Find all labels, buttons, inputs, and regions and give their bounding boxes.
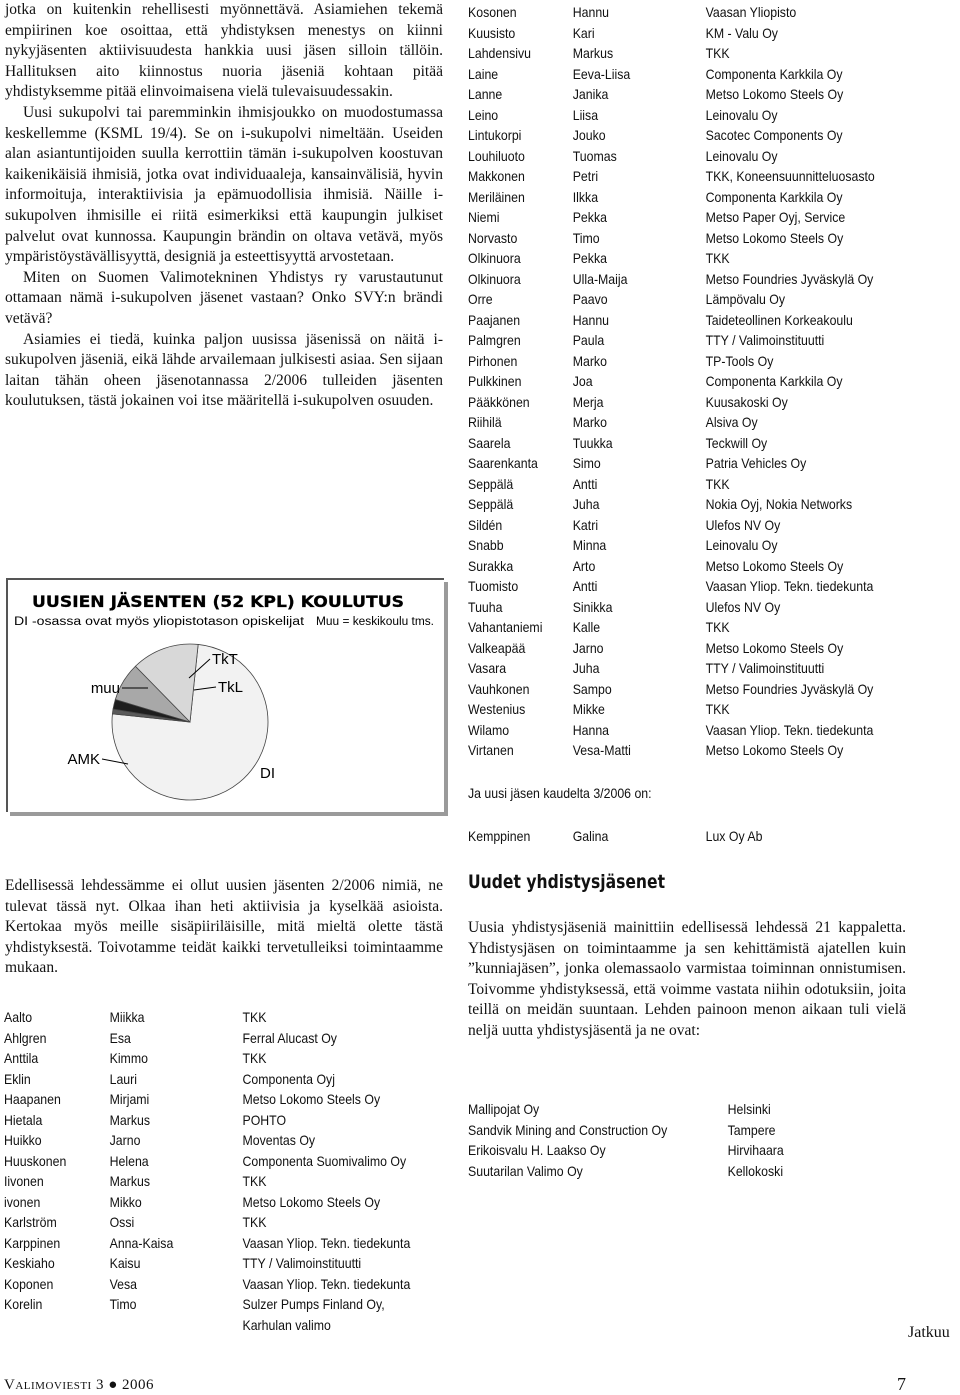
member-firstname: Kari — [572, 24, 595, 41]
member-organization: Teckwill Oy — [705, 434, 768, 451]
member-row — [468, 412, 926, 433]
company-row — [468, 1161, 904, 1182]
intro-paragraph-1: jotka on kuitenkin rehellisesti myönnettävä. Asiamiehen tekemä empiirinen koe osoittaa, että yhdistyksen menestys on kiinni nykyjäsenten aktiivisuudesta hankkia uusi jäsen silloin tällöin. Hallituksen aito kiinnostus nuoria jäseniä kohtaan pitää yhdistyksemme pitää elinvoimaisena vielä tulevaisuudessakin. — [5, 1, 443, 101]
member-row — [4, 1028, 462, 1049]
member-surname: Tuuha — [468, 598, 503, 615]
footer-year: 2006 — [122, 1377, 155, 1393]
member-surname: Lintukorpi — [468, 127, 522, 143]
chart-note-left: DI -osassa ovat myös yliopistotason opiskelijat — [14, 616, 305, 628]
member-row — [4, 1151, 462, 1172]
company-name: Mallipojat Oy — [468, 1101, 540, 1117]
member-row — [468, 658, 926, 679]
member-firstname: Timo — [572, 229, 600, 246]
member-organization: KM - Valu Oy — [705, 24, 778, 41]
member-organization: Metso Foundries Jyväskylä Oy — [705, 680, 874, 697]
member-organization: Metso Lokomo Steels Oy — [705, 86, 844, 102]
pie-label-amk: AMK — [67, 751, 100, 768]
late-member-list — [468, 826, 926, 847]
member-organization: TTY / Valimoinstituutti — [705, 332, 825, 348]
member-organization: Vaasan Yliopisto — [705, 4, 797, 20]
member-firstname: Marko — [572, 352, 607, 369]
member-surname: Huikko — [4, 1132, 42, 1148]
members-list-left — [4, 1007, 462, 1335]
member-firstname: Tuukka — [572, 434, 613, 451]
member-organization: Lux Oy Ab — [705, 828, 763, 844]
member-surname: Keskiaho — [4, 1255, 55, 1271]
member-row — [4, 1069, 462, 1090]
member-firstname: Miikka — [109, 1009, 145, 1025]
member-firstname: Hannu — [572, 311, 610, 328]
member-organization: Metso Lokomo Steels Oy — [705, 557, 844, 574]
pie-label-tkl: TkL — [218, 679, 244, 696]
member-row — [468, 433, 926, 454]
member-organization: Vaasan Yliop. Tekn. tiedekunta — [705, 578, 874, 594]
member-surname: Seppälä — [468, 496, 514, 512]
member-surname: Kosonen — [468, 4, 517, 20]
member-row — [468, 638, 926, 659]
member-surname: Seppälä — [468, 475, 514, 492]
company-city: Helsinki — [727, 1101, 771, 1117]
member-surname: Tuomisto — [468, 578, 519, 594]
company-name: Sandvik Mining and Construction Oy — [468, 1121, 668, 1138]
member-surname: Surakka — [468, 557, 514, 574]
education-pie-chart — [6, 578, 444, 812]
member-row — [468, 84, 926, 105]
member-organization: TP-Tools Oy — [705, 352, 774, 369]
intro-article — [5, 0, 443, 412]
member-row — [468, 187, 926, 208]
member-row — [4, 1233, 462, 1254]
member-surname: Makkonen — [468, 168, 525, 184]
member-firstname: Kaisu — [109, 1255, 141, 1271]
member-organization: Kuusakoski Oy — [705, 393, 788, 410]
member-firstname: Hannu — [572, 4, 610, 20]
member-firstname: Juha — [572, 660, 600, 676]
late-member-row — [468, 826, 926, 847]
member-firstname: Ossi — [109, 1214, 135, 1230]
member-surname: Eklin — [4, 1070, 31, 1087]
member-organization: Lämpövalu Oy — [705, 291, 786, 307]
pie-label-muu: muu — [90, 680, 120, 697]
member-row — [468, 248, 926, 269]
member-row — [468, 679, 926, 700]
member-organization: TKK — [242, 1050, 267, 1066]
member-row — [468, 330, 926, 351]
member-row — [468, 371, 926, 392]
member-organization: Metso Lokomo Steels Oy — [705, 742, 844, 758]
member-surname: Leino — [468, 106, 499, 123]
member-firstname: Jarno — [572, 639, 604, 656]
member-row — [4, 1048, 462, 1069]
member-organization: Ulefos NV Oy — [705, 598, 781, 615]
member-row — [4, 1253, 462, 1274]
member-organization: TTY / Valimoinstituutti — [705, 660, 825, 676]
member-organization: Componenta Karkkila Oy — [705, 65, 843, 82]
new-companies-list — [468, 1099, 904, 1181]
member-surname: Norvasto — [468, 229, 518, 246]
company-city: Hirvihaara — [727, 1142, 784, 1158]
member-firstname: Pekka — [572, 209, 607, 225]
member-firstname: Pekka — [572, 250, 607, 266]
member-row — [468, 43, 926, 64]
company-name: Erikoisvalu H. Laakso Oy — [468, 1142, 606, 1158]
member-firstname: Jarno — [109, 1132, 141, 1148]
member-firstname: Paavo — [572, 291, 608, 307]
member-firstname: Antti — [572, 475, 598, 492]
member-firstname: Arto — [572, 557, 596, 574]
footer-bullet-icon: ● — [108, 1377, 118, 1393]
member-row — [468, 310, 926, 331]
member-firstname: Sampo — [572, 680, 612, 697]
member-organization: TKK — [705, 701, 730, 717]
member-surname: Orre — [468, 291, 493, 307]
member-organization: Metso Lokomo Steels Oy — [242, 1193, 381, 1210]
member-surname: Virtanen — [468, 742, 514, 758]
member-surname: Ahlgren — [4, 1029, 47, 1046]
member-organization: Metso Paper Oyj, Service — [705, 209, 846, 225]
chart-title: UUSIEN JÄSENTEN (52 KPL) KOULUTUS — [32, 592, 404, 611]
member-organization: TTY / Valimoinstituutti — [242, 1255, 362, 1271]
member-organization: Componenta Karkkila Oy — [705, 373, 843, 389]
member-firstname: Marko — [572, 414, 607, 430]
intro-paragraph-3: Miten on Suomen Valimotekninen Yhdistys ry varustautunut ottamaan nämä i-sukupolven jäsenet vastaan? Onko SVY:n brändi vetävä? — [5, 268, 443, 327]
member-firstname: Ulla-Maija — [572, 270, 628, 287]
member-surname: Valkeapää — [468, 639, 526, 656]
member-row — [4, 1315, 462, 1336]
member-firstname: Minna — [572, 537, 607, 553]
member-firstname: Liisa — [572, 106, 599, 123]
late-member-heading: Ja uusi jäsen kaudelta 3/2006 on: — [468, 785, 652, 801]
member-firstname: Paula — [572, 332, 605, 348]
member-row — [468, 166, 926, 187]
member-row — [468, 207, 926, 228]
member-firstname: Petri — [572, 168, 599, 184]
member-firstname: Esa — [109, 1029, 131, 1046]
member-firstname: Kimmo — [109, 1050, 148, 1066]
member-organization: TKK — [242, 1214, 267, 1230]
member-organization: TKK — [705, 250, 730, 266]
member-row — [468, 64, 926, 85]
company-city: Kellokoski — [727, 1162, 784, 1179]
member-firstname: Mirjami — [109, 1091, 150, 1107]
member-surname: ivonen — [4, 1193, 41, 1210]
new-companies-heading: Uudet yhdistysjäsenet — [468, 871, 666, 893]
member-organization: Patria Vehicles Oy — [705, 455, 807, 471]
member-surname: Lahdensivu — [468, 45, 532, 61]
member-surname: Snabb — [468, 537, 504, 553]
member-surname: Korelin — [4, 1296, 43, 1312]
pie-chart-canvas — [8, 580, 444, 812]
member-surname: Paajanen — [468, 311, 521, 328]
page-number: 7 — [897, 1374, 906, 1394]
footer-issue-number: 3 — [95, 1377, 104, 1393]
member-row — [468, 699, 926, 720]
member-firstname: Juha — [572, 496, 600, 512]
member-row — [4, 1212, 462, 1233]
chart-note-right: Muu = keskikoulu tms. — [316, 616, 434, 628]
member-organization: Vaasan Yliop. Tekn. tiedekunta — [705, 721, 874, 738]
company-city: Tampere — [727, 1121, 776, 1138]
member-firstname: Anna-Kaisa — [109, 1234, 174, 1251]
company-name: Suutarilan Valimo Oy — [468, 1162, 583, 1179]
member-surname: Westenius — [468, 701, 526, 717]
member-surname: Karppinen — [4, 1234, 61, 1251]
member-surname: Vasara — [468, 660, 507, 676]
member-organization: Componenta Karkkila Oy — [705, 188, 843, 205]
member-firstname: Vesa — [109, 1275, 138, 1292]
member-organization: Leinovalu Oy — [705, 537, 778, 553]
member-firstname: Mikko — [109, 1193, 142, 1210]
member-row — [468, 228, 926, 249]
member-row — [468, 720, 926, 741]
member-surname: Saarenkanta — [468, 455, 538, 471]
member-organization: Karhulan valimo — [242, 1316, 331, 1333]
member-firstname: Helena — [109, 1152, 149, 1169]
member-surname: Anttila — [4, 1050, 39, 1066]
member-row — [468, 392, 926, 413]
member-surname: Hietala — [4, 1111, 43, 1128]
member-row — [468, 494, 926, 515]
member-surname: Niemi — [468, 209, 500, 225]
member-row — [468, 617, 926, 638]
member-organization: TKK — [705, 475, 730, 492]
member-row — [468, 556, 926, 577]
member-firstname: Galina — [572, 828, 609, 844]
member-firstname: Hanna — [572, 721, 610, 738]
member-row — [468, 351, 926, 372]
member-organization: POHTO — [242, 1111, 287, 1128]
member-row — [4, 1274, 462, 1295]
member-surname: Aalto — [4, 1009, 33, 1025]
member-firstname: Markus — [109, 1111, 150, 1128]
member-surname: Huuskonen — [4, 1152, 67, 1169]
member-firstname: Lauri — [109, 1070, 138, 1087]
member-firstname: Ilkka — [572, 188, 599, 205]
member-firstname: Vesa-Matti — [572, 742, 631, 758]
new-members-note: Edellisessä lehdessämme ei ollut uusien jäsenten 2/2006 nimiä, ne tulevat tässä nyt. Olkaa ihan heti aktiivisia ja kyselkää asioista. Kertokaa myös meille sisäpiiriläisille, mitä mieltä olette tästä yhdistyksestä. Toivotamme teidät kaikki tervetulleiksi toimintaamme mukaan. — [5, 877, 443, 977]
member-organization: Vaasan Yliop. Tekn. tiedekunta — [242, 1275, 411, 1292]
member-surname: Vauhkonen — [468, 680, 530, 697]
member-surname: Pirhonen — [468, 352, 518, 369]
member-surname: Koponen — [4, 1275, 54, 1292]
member-row — [468, 105, 926, 126]
intro-paragraph-4: Asiamies ei tiedä, kuinka paljon uusissa jäsenissä on näitä i-sukupolven jäseniä, eikä lähde arvailemaan julkisesti asiaa. Sen sijaan laitan tähän oheen jäsenotannassa 2/2006 tulleiden jäsenten koulutuksen, tästä jokainen voi itse määritellä i-sukupolven osuuden. — [5, 330, 443, 410]
member-firstname: Eeva-Liisa — [572, 65, 631, 82]
member-row — [4, 1294, 462, 1315]
member-organization: TKK, Koneensuunnitteluosasto — [705, 168, 875, 184]
member-surname: Meriläinen — [468, 188, 525, 205]
member-surname: Sildén — [468, 516, 503, 533]
member-firstname: Simo — [572, 455, 601, 471]
member-row — [468, 740, 926, 761]
member-surname: Wilamo — [468, 721, 510, 738]
member-surname: Louhiluoto — [468, 147, 525, 164]
member-firstname: Kalle — [572, 619, 601, 635]
intro-paragraph-2: Uusi sukupolvi tai paremminkin ihmisjoukko on muodostumassa keskellemme (KSML 19/4). Se on i-sukupolvi nimeltään. Useiden alan asiantuntijoiden suulla kerrottiin tämän i-sukupolven koostuvan kaikenikäisiä ihmisiä, jotka ovat individuaaleja, kansainvälisiä, hyvin informoituja, interaktiivisia ja epämuodollisia ihmisiä. Näille i-sukupolven ihmisille ei riitä esimerkiksi että kaupungin julkiset palvelut ovat kunnossa. Kaupungin brändin on oltava vetävä, myös ympäristöystävällisyyttä, designiä ja esteettisyyttä arvostetaan. — [5, 103, 443, 266]
member-row — [468, 535, 926, 556]
member-organization: Ulefos NV Oy — [705, 516, 781, 533]
member-organization: Metso Foundries Jyväskylä Oy — [705, 270, 874, 287]
member-firstname: Markus — [109, 1173, 150, 1189]
member-organization: Alsiva Oy — [705, 414, 758, 430]
new-companies-text: Uusia yhdistysjäseniä mainittiin edellisessä lehdessä 21 kappaletta. Yhdistysjäsen on toimintaamme ja sen kehittämistä ajatellen kuin ”kunniajäsen”, jonka olemassaolo varmistaa toiminnan onnistumisen. Toivomme yhdistyksessä, että voimme vastata niihin odotuksiin, joita teillä on meidän suuntaan. Lehden painoon menon aikaan tuli vielä neljä uutta yhdistysjäsentä ja ne ovat: — [468, 919, 906, 1039]
pie-label-di: DI — [260, 765, 275, 782]
member-surname: Olkinuora — [468, 270, 521, 287]
member-row — [468, 289, 926, 310]
member-organization: TKK — [242, 1173, 267, 1189]
member-surname: Iivonen — [4, 1173, 44, 1189]
member-organization: Componenta Suomivalimo Oy — [242, 1152, 407, 1169]
member-firstname: Mikke — [572, 701, 605, 717]
member-surname: Pääkkönen — [468, 393, 530, 410]
member-firstname: Tuomas — [572, 147, 617, 164]
member-surname: Lanne — [468, 86, 503, 102]
member-row — [4, 1007, 462, 1028]
member-surname: Laine — [468, 65, 499, 82]
member-surname: Kemppinen — [468, 828, 531, 844]
member-organization: Nokia Oyj, Nokia Networks — [705, 496, 853, 512]
member-surname — [4, 1315, 110, 1336]
members-list-right — [468, 2, 926, 761]
member-firstname: Jouko — [572, 127, 606, 143]
member-row — [468, 146, 926, 167]
member-surname: Olkinuora — [468, 250, 521, 266]
member-surname: Karlström — [4, 1214, 57, 1230]
member-organization: Moventas Oy — [242, 1132, 316, 1148]
member-organization: Metso Lokomo Steels Oy — [705, 229, 844, 246]
member-firstname: Markus — [572, 45, 614, 61]
member-surname: Kuusisto — [468, 24, 516, 41]
member-firstname: Timo — [109, 1296, 137, 1312]
member-surname: Haapanen — [4, 1091, 61, 1107]
member-organization: Ferral Alucast Oy — [242, 1029, 337, 1046]
member-firstname — [110, 1315, 243, 1336]
member-row — [468, 2, 926, 23]
member-row — [468, 576, 926, 597]
footer-issue — [4, 1377, 154, 1394]
member-row — [468, 23, 926, 44]
member-row — [468, 269, 926, 290]
member-row — [4, 1192, 462, 1213]
member-surname: Pulkkinen — [468, 373, 522, 389]
member-row — [468, 453, 926, 474]
member-firstname: Antti — [572, 578, 598, 594]
member-organization: TKK — [705, 619, 730, 635]
member-organization: Leinovalu Oy — [705, 106, 778, 123]
member-organization: TKK — [242, 1009, 267, 1025]
member-surname: Vahantaniemi — [468, 619, 543, 635]
member-surname: Saarela — [468, 434, 511, 451]
member-row — [468, 474, 926, 495]
member-firstname: Janika — [572, 86, 609, 102]
continues-label: Jatkuu — [908, 1324, 950, 1341]
member-row — [4, 1171, 462, 1192]
member-row — [4, 1110, 462, 1131]
member-row — [468, 125, 926, 146]
footer-magazine: Valimoviesti — [4, 1377, 92, 1393]
company-row — [468, 1099, 904, 1120]
member-firstname: Sinikka — [572, 598, 613, 615]
member-organization: Metso Lokomo Steels Oy — [242, 1091, 381, 1107]
member-firstname: Joa — [572, 373, 593, 389]
member-organization: Componenta Oyj — [242, 1070, 335, 1087]
member-organization: Sacotec Components Oy — [705, 127, 843, 143]
member-surname: Palmgren — [468, 332, 521, 348]
company-row — [468, 1140, 904, 1161]
pie-label-tkt: TkT — [212, 651, 238, 668]
member-organization: TKK — [705, 45, 730, 61]
member-surname: Riihilä — [468, 414, 502, 430]
member-firstname: Katri — [572, 516, 599, 533]
member-organization: Sulzer Pumps Finland Oy, — [242, 1296, 385, 1312]
member-firstname: Merja — [572, 393, 604, 410]
company-row — [468, 1120, 904, 1141]
member-organization: Leinovalu Oy — [705, 147, 778, 164]
member-row — [468, 515, 926, 536]
member-organization: Vaasan Yliop. Tekn. tiedekunta — [242, 1234, 411, 1251]
member-organization: Taideteollinen Korkeakoulu — [705, 311, 853, 328]
member-row — [468, 597, 926, 618]
member-organization: Metso Lokomo Steels Oy — [705, 639, 844, 656]
member-row — [4, 1089, 462, 1110]
member-row — [4, 1130, 462, 1151]
